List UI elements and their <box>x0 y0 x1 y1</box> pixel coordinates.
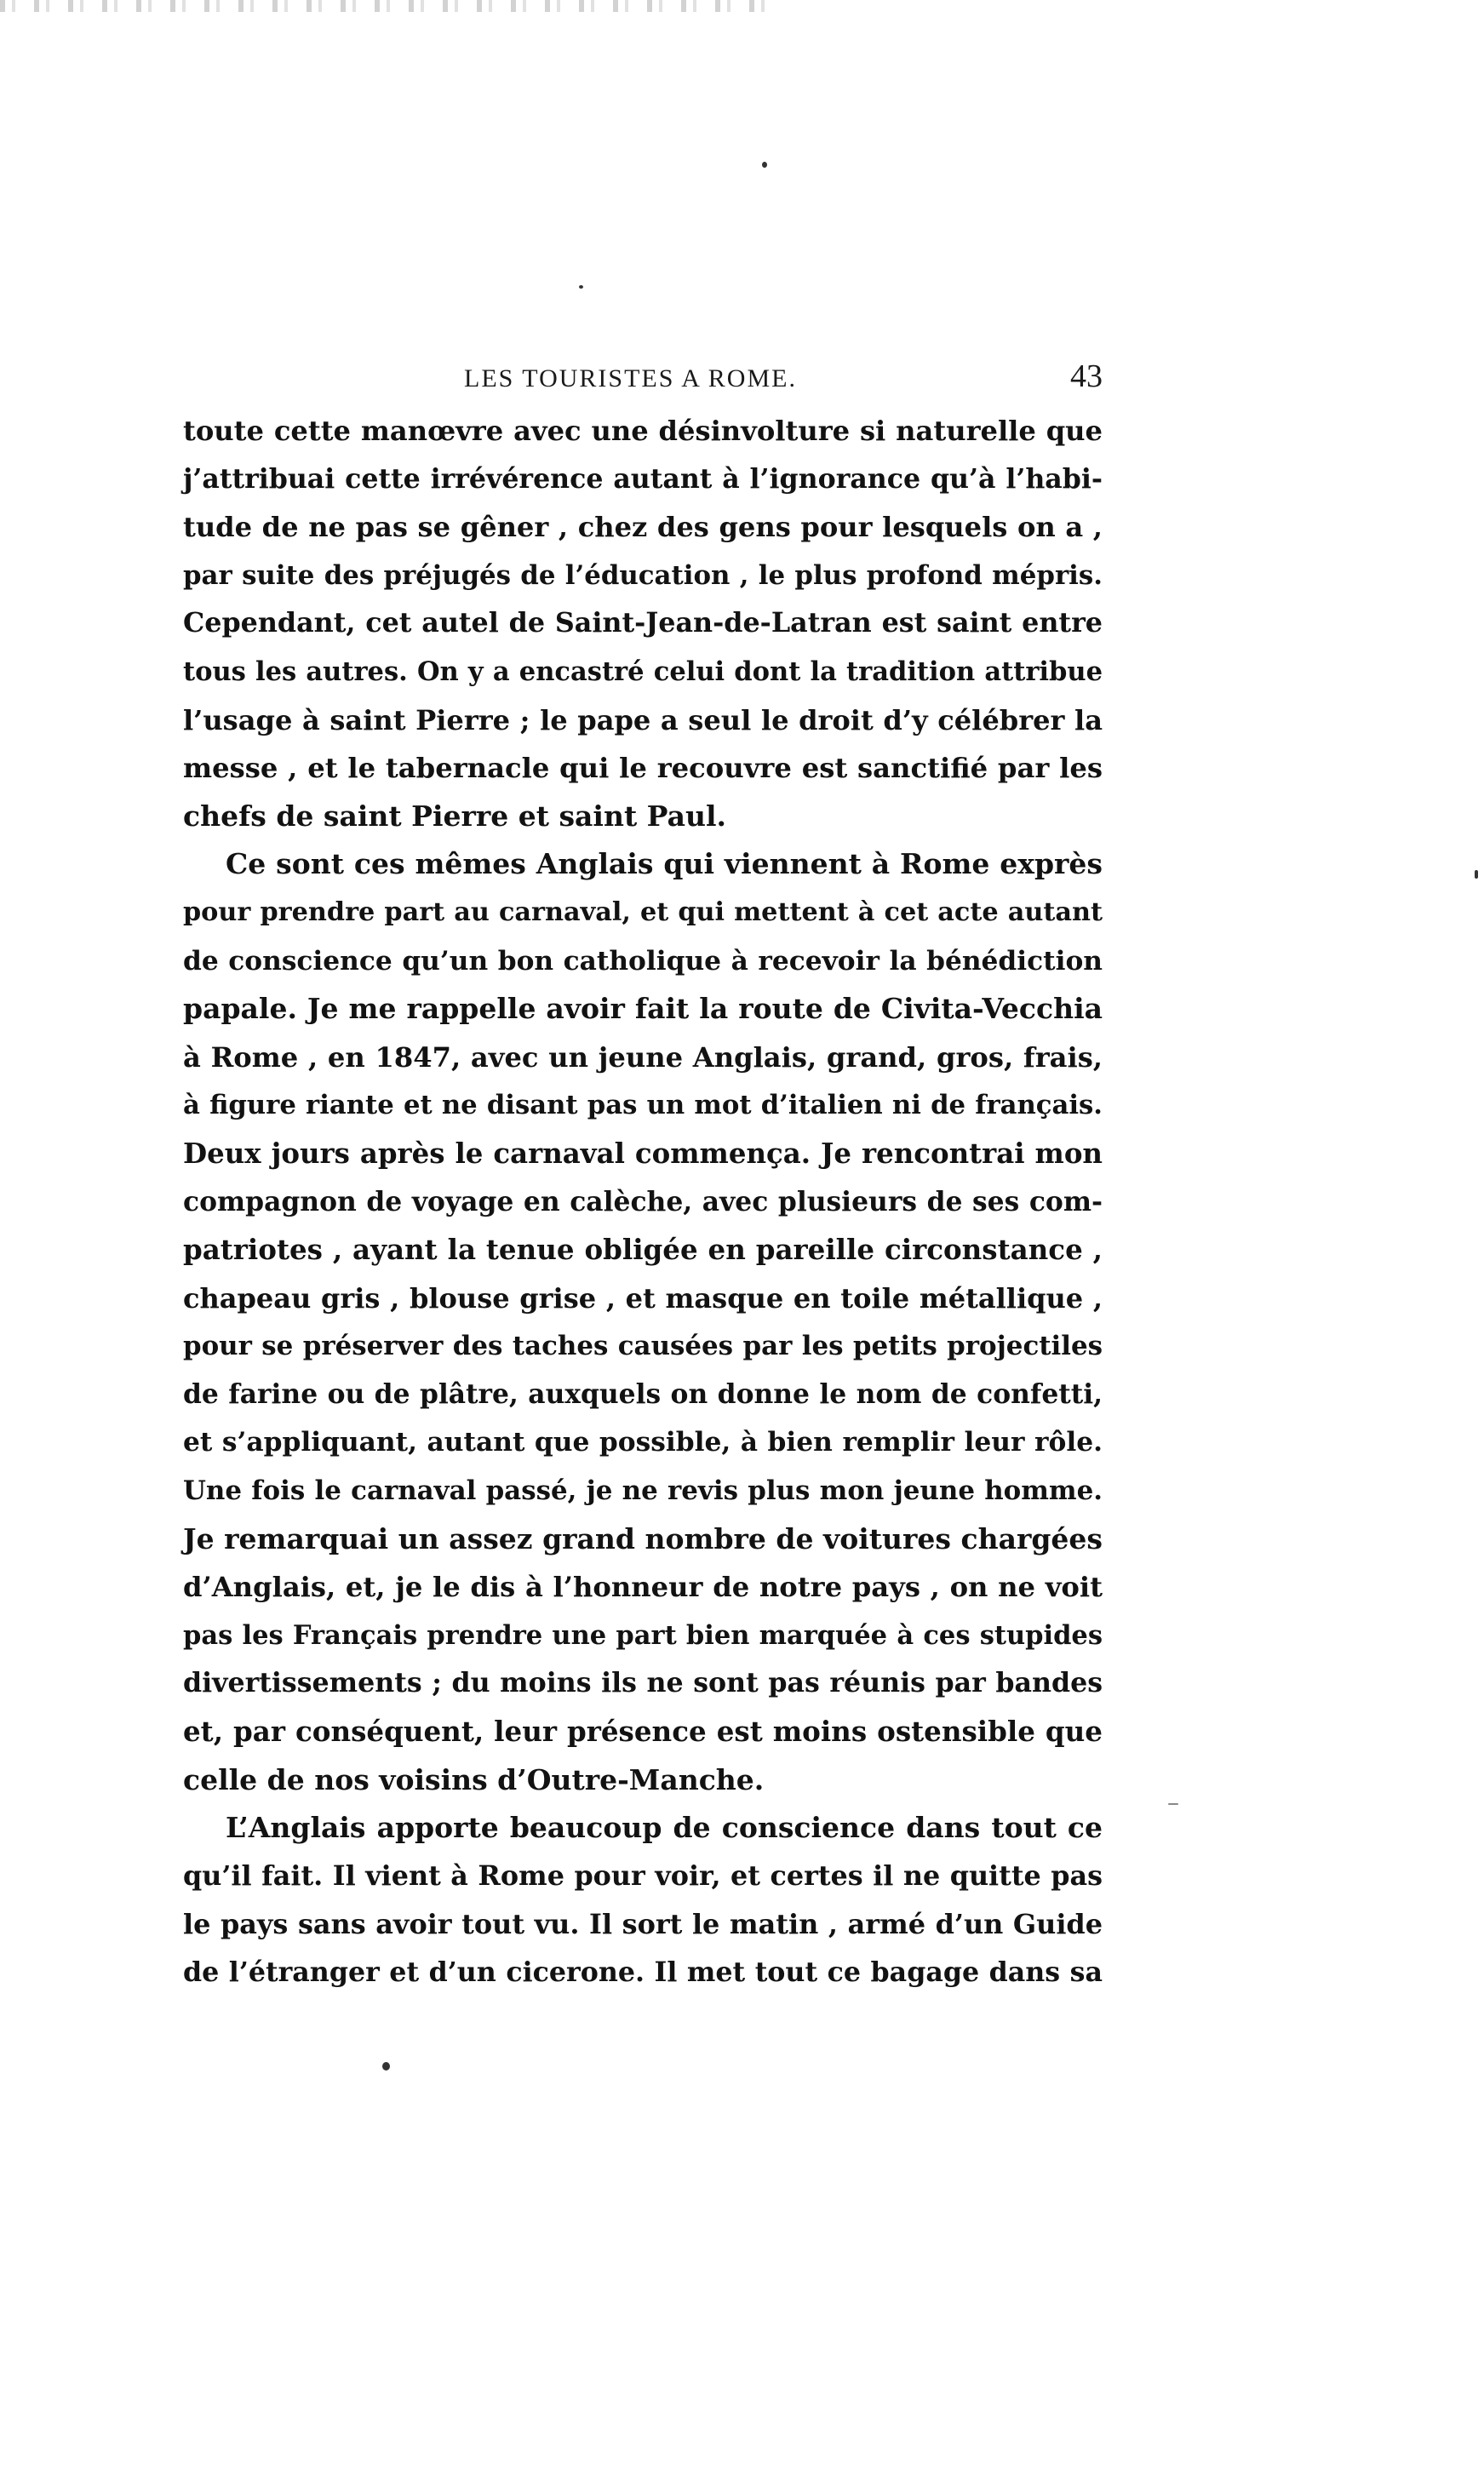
text-line: de conscience qu’un bon catholique à recevoir la bénédiction <box>183 945 1103 977</box>
text-line: L’Anglais apporte beaucoup de conscience dans tout ce <box>226 1811 1103 1845</box>
running-title: LES TOURISTES A ROME. <box>464 364 797 392</box>
scan-edge-noise <box>0 0 766 12</box>
text-line: j’attribuai cette irrévérence autant à l’ignorance qu’à l’habi- <box>183 462 1103 495</box>
text-line: chapeau gris , blouse grise , et masque en toile métallique , <box>183 1281 1103 1315</box>
ink-speck <box>579 285 583 289</box>
body-text <box>183 407 1103 1997</box>
text-line: par suite des préjugés de l’éducation , le plus profond mépris. <box>183 559 1103 591</box>
text-line: pour se préserver des taches causées par les petits projectiles <box>183 1331 1103 1362</box>
ink-speck <box>382 2062 390 2071</box>
text-line: Je remarquai un assez grand nombre de voitures chargées <box>183 1521 1103 1555</box>
text-line: de l’étranger et d’un cicerone. Il met tout ce bagage dans sa <box>183 1956 1103 1988</box>
text-line: Deux jours après le carnaval commença. Je rencontrai mon <box>183 1137 1103 1170</box>
text-line: d’Anglais, et, je le dis à l’honneur de notre pays , on ne voit <box>183 1571 1103 1604</box>
text-line: tude de ne pas se gêner , chez des gens pour lesquels on a , <box>183 511 1103 544</box>
text-line: l’usage à saint Pierre ; le pape a seul le droit d’y célébrer la <box>183 703 1103 736</box>
text-line: de farine ou de plâtre, auxquels on donne le nom de confetti, <box>183 1378 1103 1410</box>
text-line: patriotes , ayant la tenue obligée en pareille circonstance , <box>183 1233 1103 1267</box>
ink-speck <box>1475 870 1478 879</box>
text-line: toute cette manœvre avec une désinvolture si naturelle que <box>183 415 1103 447</box>
text-line: divertissements ; du moins ils ne sont pas réunis par bandes <box>183 1667 1103 1699</box>
text-line: à figure riante et ne disant pas un mot d’italien ni de français. <box>183 1090 1103 1121</box>
text-line: messe , et le tabernacle qui le recouvre est sanctifié par les <box>183 752 1103 785</box>
paragraph <box>183 1804 1103 1996</box>
page-number: 43 <box>1070 358 1103 394</box>
text-line: et s’appliquant, autant que possible, à bien remplir leur rôle. <box>183 1427 1103 1458</box>
paragraph <box>183 407 1103 840</box>
text-line: papale. Je me rappelle avoir fait la route de Civita-Vecchia <box>183 992 1103 1026</box>
text-line: Cependant, cet autel de Saint-Jean-de-Latran est saint entre <box>183 607 1103 639</box>
ink-speck <box>1168 1803 1178 1805</box>
ink-speck <box>762 162 767 168</box>
page-header <box>183 358 1103 409</box>
text-line: Une fois le carnaval passé, je ne revis plus mon jeune homme. <box>183 1475 1103 1507</box>
text-line: tous les autres. On y a encastré celui dont la tradition attribue <box>183 656 1103 687</box>
text-line: Ce sont ces mêmes Anglais qui viennent à Rome exprès <box>226 847 1103 881</box>
paragraph <box>183 840 1103 1804</box>
text-line: et, par conséquent, leur présence est moins ostensible que <box>183 1715 1103 1749</box>
text-line: celle de nos voisins d’Outre-Manche. <box>183 1762 765 1796</box>
text-line: compagnon de voyage en calèche, avec plusieurs de ses com- <box>183 1186 1103 1217</box>
text-line: à Rome , en 1847, avec un jeune Anglais, grand, gros, frais, <box>183 1040 1103 1074</box>
text-line: le pays sans avoir tout vu. Il sort le matin , armé d’un Guide <box>183 1908 1103 1941</box>
text-line: qu’il fait. Il vient à Rome pour voir, et certes il ne quitte pas <box>183 1859 1103 1892</box>
text-line: pour prendre part au carnaval, et qui mettent à cet acte autant <box>183 896 1103 927</box>
text-line: pas les Français prendre une part bien marquée à ces stupides <box>183 1619 1103 1651</box>
text-line: chefs de saint Pierre et saint Paul. <box>183 799 727 833</box>
